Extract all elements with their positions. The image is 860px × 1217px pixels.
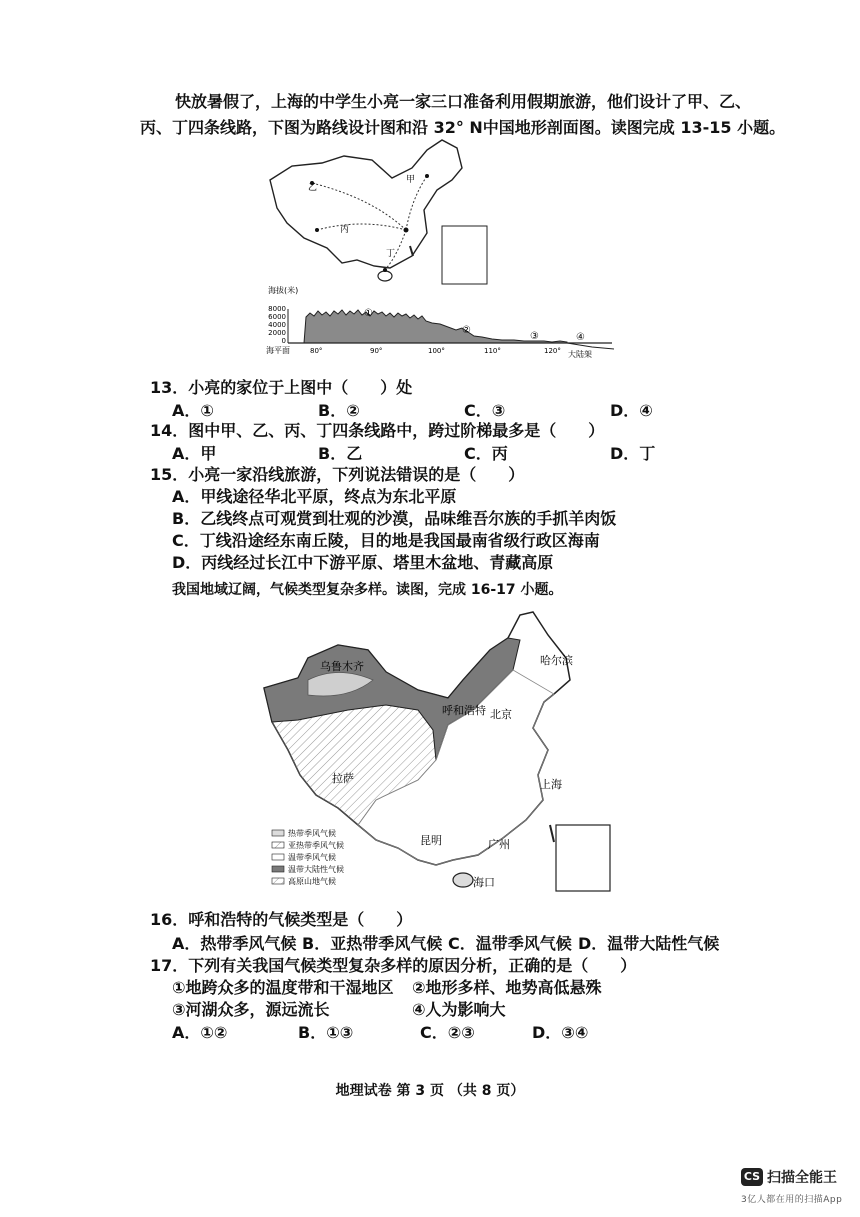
route-map: [262, 138, 492, 288]
q15-option-d[interactable]: D．丙线经过长江中下游平原、塔里木盆地、青藏高原: [172, 553, 554, 572]
q15-option-a[interactable]: A．甲线途径华北平原，终点为东北平原: [172, 487, 457, 506]
xtick-80: 80°: [310, 347, 323, 355]
city-harbin: 哈尔滨: [540, 654, 573, 667]
q17-reason-4: ④人为影响大: [412, 1000, 506, 1019]
q17-reason-1: ①地跨众多的温度带和干湿地区: [172, 978, 394, 997]
legend-subtropical: 亚热带季风气候: [288, 841, 344, 850]
q13-option-d[interactable]: D．④: [610, 401, 653, 420]
q16-option-b[interactable]: B．亚热带季风气候: [302, 934, 443, 953]
intro-2: 我国地域辽阔，气候类型复杂多样。读图，完成 16-17 小题。: [172, 582, 563, 598]
q16-option-c[interactable]: C．温带季风气候: [448, 934, 572, 953]
xtick-90: 90°: [370, 347, 383, 355]
q14-option-a[interactable]: A．甲: [172, 444, 217, 463]
ytick-2000: 2000: [268, 329, 286, 337]
legend-plateau: 高原山地气候: [288, 877, 336, 886]
south-sea-inset-2: [556, 825, 610, 891]
q15-option-b[interactable]: B．乙线终点可观赏到壮观的沙漠，品味维吾尔族的手抓羊肉饭: [172, 509, 617, 528]
q16-option-a[interactable]: A．热带季风气候: [172, 934, 297, 953]
climate-legend: [272, 828, 344, 886]
camscanner-logo-icon: CS: [741, 1168, 763, 1186]
route-label-ding: 丁: [386, 249, 396, 259]
city-lhasa: 拉萨: [332, 772, 354, 785]
q16-stem: 16．呼和浩特的气候类型是（ ）: [150, 910, 413, 929]
intro-line-1: 快放暑假了，上海的中学生小亮一家三口准备利用假期旅游，他们设计了甲、乙、: [175, 92, 752, 111]
q13-option-a[interactable]: A．①: [172, 401, 214, 420]
marker-3: ③: [530, 331, 539, 342]
city-kunming: 昆明: [420, 834, 442, 847]
route-label-jia: 甲: [406, 175, 416, 185]
camscanner-name: 扫描全能王: [767, 1170, 837, 1186]
q14-stem: 14．图中甲、乙、丙、丁四条线路中，跨过阶梯最多是（ ）: [150, 421, 605, 440]
q17-option-a[interactable]: A．①②: [172, 1023, 228, 1042]
legend-tropical: 热带季风气候: [288, 829, 336, 838]
city-guangzhou: 广州: [488, 838, 510, 851]
q16-option-d[interactable]: D．温带大陆性气候: [578, 934, 720, 953]
q17-reason-3: ③河湖众多，源远流长: [172, 1000, 330, 1019]
sea-level-label: 海平面: [266, 346, 290, 355]
profile-ylabel: 海拔(米): [268, 286, 299, 295]
q17-reason-2: ②地形多样、地势高低悬殊: [412, 978, 602, 997]
ytick-6000: 6000: [268, 313, 286, 321]
route-label-bing: 丙: [340, 225, 350, 235]
page-footer: 地理试卷 第 3 页 （共 8 页）: [335, 1083, 525, 1099]
shelf-label: 大陆架: [568, 350, 592, 359]
intro-line-2: 丙、丁四条线路，下图为路线设计图和沿 32° N中国地形剖面图。读图完成 13-15 小题。: [140, 118, 786, 137]
camscanner-slogan: 3亿人都在用的扫描App: [741, 1195, 843, 1205]
q17-option-c[interactable]: C．②③: [420, 1023, 475, 1042]
q17-stem: 17．下列有关我国气候类型复杂多样的原因分析，正确的是（ ）: [150, 956, 637, 975]
ytick-4000: 4000: [268, 321, 286, 329]
route-label-yi: 乙: [308, 183, 318, 193]
xtick-100: 100°: [428, 347, 445, 355]
terrain-profile: [262, 283, 622, 363]
xtick-120: 120°: [544, 347, 561, 355]
marker-2: ②: [462, 325, 471, 336]
city-hohhot: 呼和浩特: [442, 704, 486, 717]
q13-option-c[interactable]: C．③: [464, 401, 506, 420]
legend-temperate-monsoon: 温带季风气候: [288, 853, 336, 862]
climate-map: [258, 610, 618, 895]
city-shanghai: 上海: [540, 778, 562, 791]
q17-option-d[interactable]: D．③④: [532, 1023, 589, 1042]
south-sea-inset: [442, 226, 487, 284]
xtick-110: 110°: [484, 347, 501, 355]
legend-continental: 温带大陆性气候: [288, 865, 344, 874]
q13-option-b[interactable]: B．②: [318, 401, 360, 420]
city-beijing: 北京: [490, 708, 512, 721]
q14-option-b[interactable]: B．乙: [318, 444, 363, 463]
marker-1: ①: [364, 308, 373, 319]
marker-4: ④: [576, 332, 585, 343]
city-urumqi: 乌鲁木齐: [320, 660, 364, 673]
ytick-0: 0: [281, 337, 286, 345]
q15-stem: 15．小亮一家沿线旅游，下列说法错误的是（ ）: [150, 465, 525, 484]
q15-option-c[interactable]: C．丁线沿途经东南丘陵，目的地是我国最南省级行政区海南: [172, 531, 600, 550]
q13-stem: 13．小亮的家位于上图中（ ）处: [150, 378, 413, 397]
q14-option-c[interactable]: C．丙: [464, 444, 508, 463]
city-haikou: 海口: [473, 876, 495, 889]
q17-option-b[interactable]: B．①③: [298, 1023, 354, 1042]
ytick-8000: 8000: [268, 305, 286, 313]
q14-option-d[interactable]: D．丁: [610, 444, 656, 463]
